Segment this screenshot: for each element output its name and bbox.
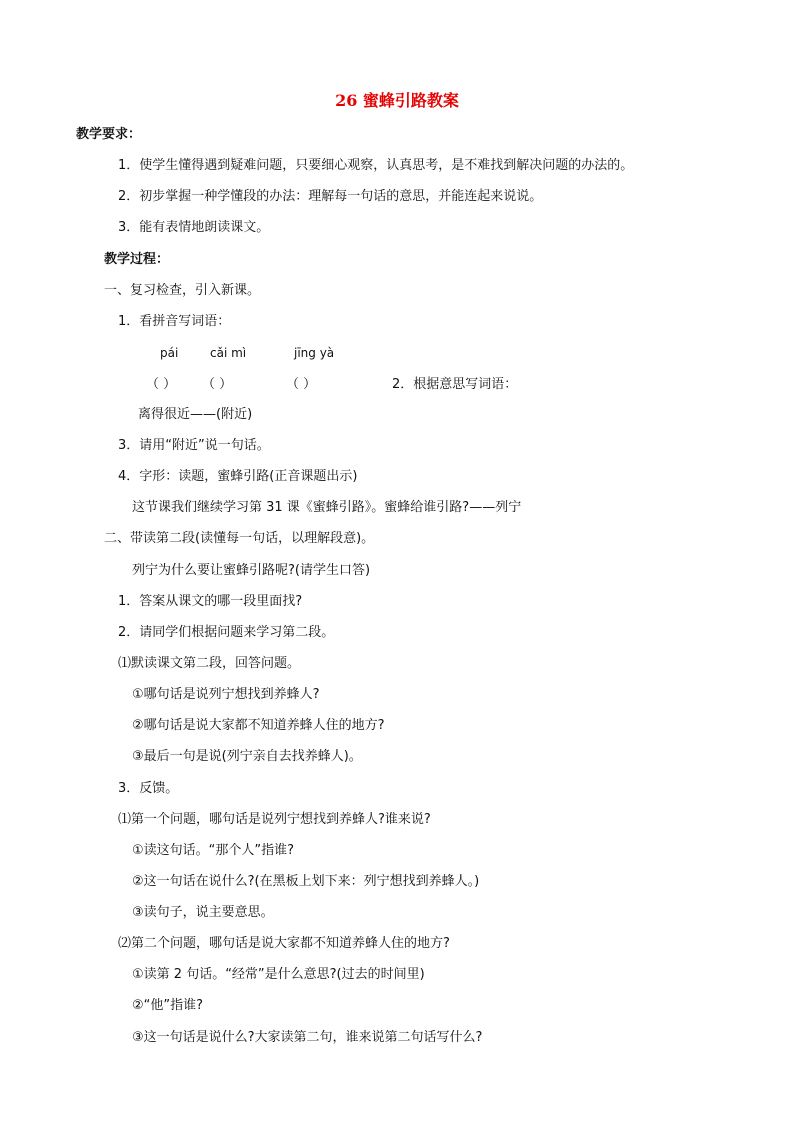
answer-blank: （ ） bbox=[202, 377, 233, 392]
section2-item2: 2．请同学们根据问题来学习第二段。 bbox=[118, 625, 335, 640]
section2-q1-item: ③读句子，说主要意思。 bbox=[132, 905, 274, 920]
section2-q2-item: ③这一句话是说什么?大家读第二句，谁来说第二句话写什么? bbox=[132, 1030, 483, 1045]
section1-item3: 3．请用“附近”说一句话。 bbox=[118, 438, 270, 453]
pinyin-word: cǎi mì bbox=[210, 346, 247, 360]
requirement-item: 2．初步掌握一种学懂段的办法：理解每一句话的意思，并能连起来说说。 bbox=[118, 189, 543, 204]
section2-sub1: ⑴默读课文第二段，回答问题。 bbox=[118, 656, 301, 671]
section1-intro: 这节课我们继续学习第 31 课《蜜蜂引路》。蜜蜂给谁引路?——列宁 bbox=[132, 500, 522, 515]
section2-q2-item: ②“他”指谁? bbox=[132, 998, 204, 1013]
section1-item2: 2．根据意思写词语： bbox=[392, 377, 518, 392]
section2-sub1-item: ②哪句话是说大家都不知道养蜂人住的地方? bbox=[132, 718, 385, 733]
section2-item1: 1．答案从课文的哪一段里面找? bbox=[118, 594, 303, 609]
document-title: 26 蜜蜂引路教案 bbox=[335, 91, 459, 110]
section1-item1: 1．看拼音写词语： bbox=[118, 314, 231, 329]
section2-q2-item: ①读第 2 句话。“经常”是什么意思?(过去的时间里) bbox=[132, 967, 425, 982]
section1-item4: 4．字形：读题，蜜蜂引路(正音课题出示) bbox=[118, 469, 358, 484]
section1-heading: 一、复习检查，引入新课。 bbox=[104, 283, 261, 298]
section2-q1-item: ②这一句话在说什么?(在黑板上划下来：列宁想找到养蜂人。) bbox=[132, 874, 480, 889]
pinyin-word: jīng yà bbox=[294, 346, 335, 360]
process-heading: 教学过程： bbox=[104, 252, 170, 267]
section2-q1: ⑴第一个问题，哪句话是说列宁想找到养蜂人?谁来说? bbox=[118, 812, 431, 827]
requirements-heading: 教学要求： bbox=[76, 127, 142, 142]
section2-sub1-item: ③最后一句是说(列宁亲自去找养蜂人)。 bbox=[132, 749, 362, 764]
requirement-item: 3．能有表情地朗读课文。 bbox=[118, 220, 270, 235]
answer-blank: （ ） bbox=[146, 377, 177, 392]
answer-blank: （ ） bbox=[286, 377, 317, 392]
requirement-item: 1．使学生懂得遇到疑难问题，只要细心观察，认真思考，是不难找到解决问题的办法的。 bbox=[118, 158, 634, 173]
section2-q1-item: ①读这句话。“那个人”指谁? bbox=[132, 843, 295, 858]
section1-item2-example: 离得很近——(附近) bbox=[138, 407, 253, 422]
section2-heading: 二、带读第二段(读懂每一句话，以理解段意)。 bbox=[104, 531, 375, 546]
section2-sub1-item: ①哪句话是说列宁想找到养蜂人? bbox=[132, 687, 320, 702]
pinyin-word: pái bbox=[160, 346, 179, 360]
section2-item3: 3．反馈。 bbox=[118, 781, 179, 796]
section2-q2: ⑵第二个问题，哪句话是说大家都不知道养蜂人住的地方? bbox=[118, 936, 450, 951]
section2-question: 列宁为什么要让蜜蜂引路呢?(请学生口答) bbox=[132, 563, 371, 578]
